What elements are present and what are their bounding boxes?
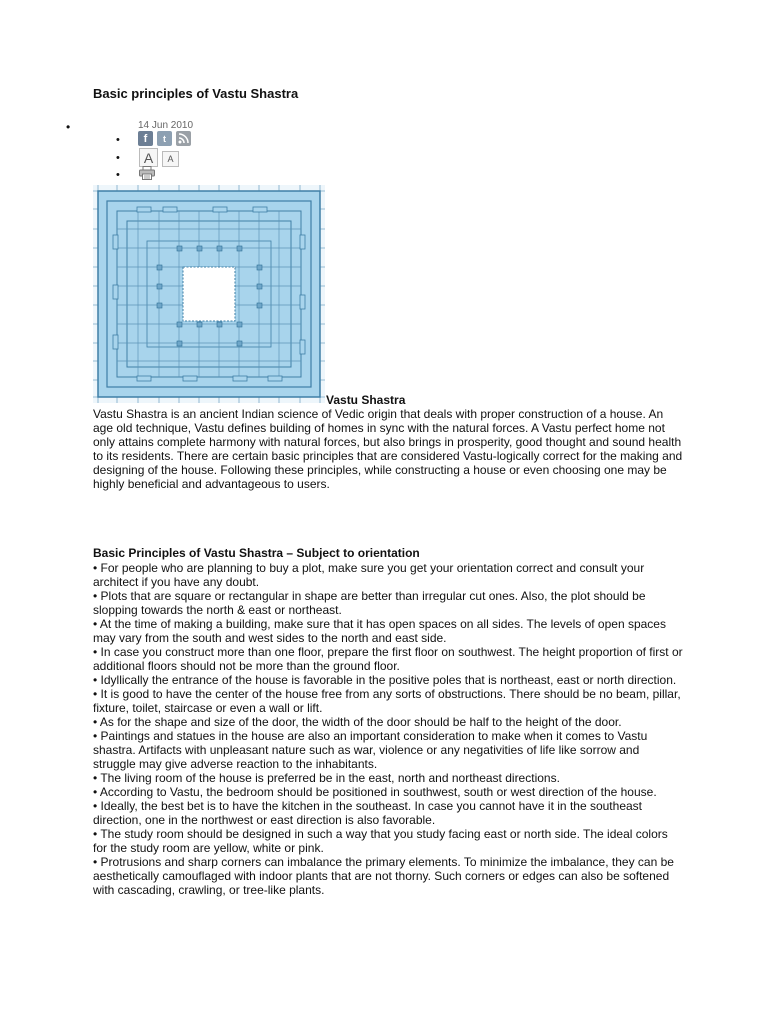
list-bullet: • — [66, 120, 71, 134]
list-bullet: • — [116, 134, 120, 146]
list-item: • The study room should be designed in such a way that you study facing east or north side. The ideal colors for the study room are yellow, white or pink. — [93, 827, 668, 855]
list-item: • According to Vastu, the bedroom should be positioned in southwest, south or west direction of the house. — [93, 785, 657, 799]
print-icon — [139, 166, 155, 180]
intro-paragraph: Vastu Shastra is an ancient Indian science of Vedic origin that deals with proper construction of a house. An age old technique, Vastu defines building of homes in sync with the natural forces. A Vastu perfect home not only attains complete harmony with natural forces, but also brings in prosperity, good thought and sound health to its residents. There are certain basic principles that are considered Vastu-logically correct for the making and designing of the house. Following these principles, while constructing a house or even choosing one may be highly beneficial and advantageous to users. — [93, 407, 683, 491]
list-item: • The living room of the house is preferred be in the east, north and northeast directions. — [93, 771, 560, 785]
post-date: 14 Jun 2010 — [138, 120, 194, 131]
share-bar — [138, 131, 191, 146]
list-item: • For people who are planning to buy a plot, make sure you get your orientation correct and consult your architect if you have any doubt. — [93, 561, 645, 589]
decrease-font-button[interactable]: A — [162, 151, 179, 167]
font-size-controls — [139, 148, 179, 167]
list-item: • It is good to have the center of the house free from any sorts of obstructions. There should be no beam, pillar, fixture, toilet, staircase or even a wall or lift. — [93, 687, 681, 715]
list-bullet: • — [116, 169, 120, 181]
list-item: • As for the shape and size of the door, the width of the door should be half to the height of the door. — [93, 715, 622, 729]
list-item: • At the time of making a building, make sure that it has open spaces on all sides. The levels of open spaces may vary from the south and west sides to the north and east side. — [93, 617, 666, 645]
list-item: • In case you construct more than one floor, prepare the first floor on southwest. The height proportion of first or additional floors should not be more than the ground floor. — [93, 645, 683, 673]
list-bullet: • — [116, 152, 120, 164]
vastu-floor-plan-image — [93, 185, 325, 403]
twitter-icon[interactable]: t — [157, 131, 172, 146]
list-item: • Ideally, the best bet is to have the kitchen in the southeast. In case you cannot have it in the southeast direction, one in the northwest or east direction is also favorable. — [93, 799, 642, 827]
print-button[interactable] — [139, 166, 155, 185]
list-item: • Protrusions and sharp corners can imbalance the primary elements. To minimize the imbalance, they can be aesthetically camouflaged with indoor plants that are not thorny. Such corners or edges can also be softened with cascading, crawling, or tree-like plants. — [93, 855, 674, 897]
rss-icon[interactable] — [176, 131, 191, 146]
principles-list — [93, 561, 683, 897]
list-item: • Paintings and statues in the house are also an important consideration to make when it comes to Vastu shastra. Artifacts with unpleasant nature such as war, violence or any negativities of life like sorrow and struggle may give adverse reaction to the inhabitants. — [93, 729, 648, 771]
list-item: • Idyllically the entrance of the house is favorable in the positive poles that is northeast, east or north direction. — [93, 673, 677, 687]
increase-font-button[interactable]: A — [139, 148, 158, 167]
facebook-icon[interactable]: f — [138, 131, 153, 146]
list-item: • Plots that are square or rectangular in shape are better than irregular cut ones. Also, the plot should be slopping towards the north & east or northeast. — [93, 589, 646, 617]
image-caption: Vastu Shastra — [326, 393, 406, 407]
section-heading: Basic Principles of Vastu Shastra – Subject to orientation — [93, 546, 420, 560]
page-title: Basic principles of Vastu Shastra — [93, 86, 299, 101]
